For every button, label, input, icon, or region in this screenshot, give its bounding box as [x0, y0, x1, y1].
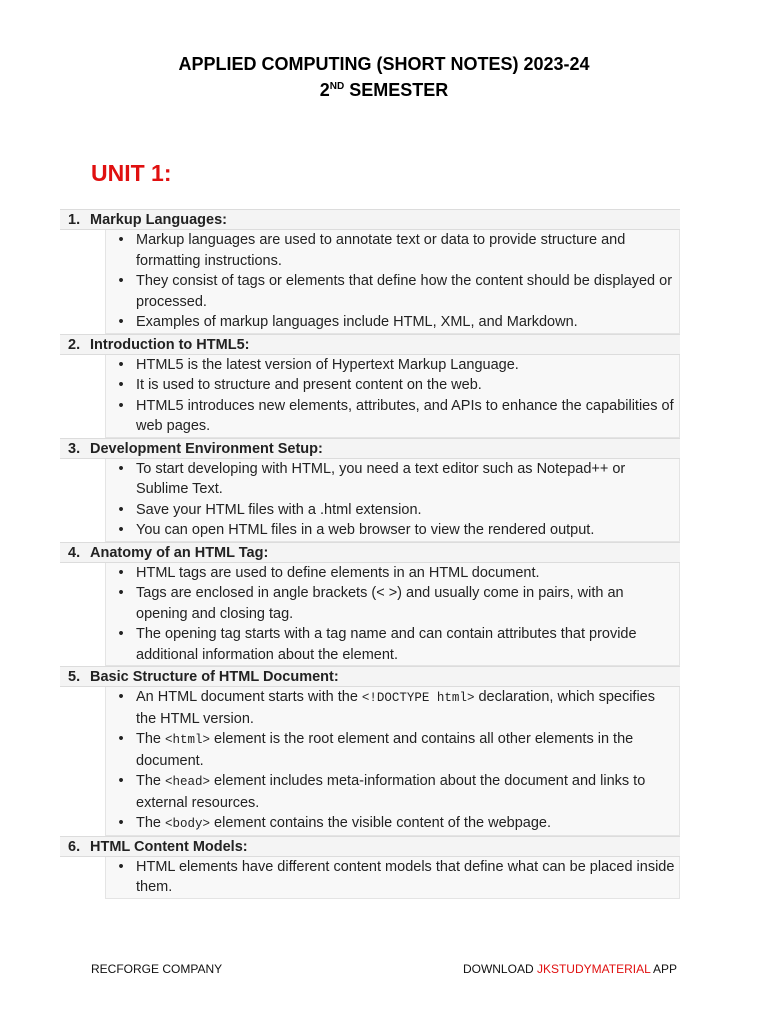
footer-download-suffix: APP	[650, 962, 677, 976]
bullet-text-part: An HTML document starts with the	[136, 689, 362, 705]
bullet-item	[106, 271, 679, 312]
bullet-item	[106, 230, 679, 271]
bullet-item	[106, 500, 679, 521]
bullet-text	[136, 813, 675, 835]
bullet-text	[136, 271, 675, 312]
bullet-text	[136, 857, 675, 898]
bullet-item	[106, 583, 679, 624]
bullet-dot-icon: •	[118, 377, 124, 393]
bullet-text-part: declaration, which specifies the HTML version.	[136, 689, 655, 727]
bullet-text-part: HTML5 is the latest version of Hypertext Markup Language.	[136, 356, 519, 373]
bullet-dot-icon: •	[118, 773, 124, 789]
section-bullets	[105, 230, 680, 334]
bullet-text-part: element contains the visible content of the webpage.	[210, 815, 552, 831]
section-heading	[60, 666, 680, 687]
bullet-text	[136, 687, 675, 729]
footer-download-note	[463, 962, 677, 976]
bullet-dot-icon: •	[118, 232, 124, 248]
notes-list	[60, 209, 680, 899]
semester-heading	[0, 78, 768, 102]
bullet-text	[136, 375, 675, 396]
bullet-item	[106, 459, 679, 500]
bullet-text-part: The	[136, 731, 166, 747]
bullet-text-part: The	[136, 773, 166, 789]
bullet-dot-icon: •	[118, 564, 124, 581]
bullet-text-part: element includes meta-information about the document and links to external resources.	[136, 773, 646, 811]
bullet-item	[106, 563, 679, 584]
semester-superscript: ND	[329, 81, 345, 92]
bullet-dot-icon: •	[118, 501, 124, 518]
bullet-text-part: The opening tag starts with a tag name and can contain attributes that provide additional information about the element.	[136, 626, 637, 663]
bullet-text-part: They consist of tags or elements that define how the content should be displayed or processed.	[136, 273, 673, 310]
section-title: Basic Structure of HTML Document:	[90, 669, 339, 685]
footer-download-prefix: DOWNLOAD	[462, 962, 537, 976]
code-snippet: <html>	[165, 733, 211, 747]
section-title: HTML Content Models:	[90, 838, 248, 855]
bullet-item	[106, 687, 679, 729]
bullet-text-part: Save your HTML files with a .html extension.	[136, 501, 422, 518]
bullet-item	[106, 771, 679, 813]
bullet-text-part: HTML tags are used to define elements in an HTML document.	[136, 564, 540, 581]
section-title: Anatomy of an HTML Tag:	[90, 544, 269, 561]
bullet-text-part: You can open HTML files in a web browser to view the rendered output.	[136, 522, 595, 538]
bullet-dot-icon: •	[118, 815, 124, 831]
bullet-text	[136, 396, 675, 437]
bullet-dot-icon: •	[118, 858, 124, 875]
code-snippet: <body>	[165, 817, 211, 831]
bullet-item	[106, 729, 679, 771]
unit-heading: UNIT 1:	[91, 160, 172, 186]
bullet-text-part: It is used to structure and present content on the web.	[136, 377, 482, 393]
semester-word: SEMESTER	[344, 80, 449, 100]
bullet-text	[136, 583, 675, 624]
section-number: 2.	[68, 336, 81, 353]
bullet-item	[106, 355, 679, 376]
section-title: Development Environment Setup:	[90, 440, 323, 457]
bullet-text-part: Tags are enclosed in angle brackets (< >) and usually come in pairs, with an opening and closing tag.	[136, 585, 624, 622]
section-number: 6.	[68, 838, 81, 855]
section-heading	[60, 836, 680, 857]
bullet-text	[136, 500, 675, 521]
bullet-dot-icon: •	[118, 314, 124, 330]
bullet-dot-icon: •	[118, 356, 124, 373]
bullet-dot-icon: •	[118, 731, 124, 747]
section-bullets	[105, 459, 680, 542]
bullet-item	[106, 520, 679, 541]
section-bullets	[105, 563, 680, 667]
section-heading	[60, 542, 680, 563]
bullet-text	[136, 771, 675, 813]
section-number: 1.	[68, 212, 81, 228]
bullet-dot-icon: •	[118, 689, 124, 705]
bullet-text-part: To start developing with HTML, you need a text editor such as Notepad++ or Sublime Text.	[136, 460, 626, 497]
bullet-text	[136, 729, 675, 771]
bullet-text	[136, 624, 675, 665]
section-title: Introduction to HTML5:	[90, 336, 250, 353]
bullet-text	[136, 312, 675, 333]
code-snippet: <!DOCTYPE html>	[361, 691, 475, 705]
section-number: 5.	[68, 669, 81, 685]
bullet-item	[106, 624, 679, 665]
section-number: 3.	[68, 440, 81, 457]
bullet-text	[136, 355, 675, 376]
bullet-dot-icon: •	[118, 460, 124, 477]
document-title: APPLIED COMPUTING (SHORT NOTES) 2023-24	[178, 54, 590, 74]
bullet-text	[136, 520, 675, 541]
bullet-text-part: element is the root element and contains all other elements in the document.	[136, 731, 634, 769]
bullet-item	[106, 813, 679, 835]
semester-number: 2	[319, 80, 330, 100]
bullet-dot-icon: •	[118, 626, 124, 642]
bullet-text	[136, 563, 675, 584]
bullet-item	[106, 857, 679, 898]
bullet-dot-icon: •	[118, 522, 124, 538]
bullet-text-part: The	[136, 815, 166, 831]
section-heading	[60, 438, 680, 459]
bullet-text-part: HTML5 introduces new elements, attributes, and APIs to enhance the capabilities of web pages.	[136, 397, 674, 434]
bullet-dot-icon: •	[118, 273, 124, 289]
bullet-text	[136, 459, 675, 500]
section-heading	[60, 334, 680, 355]
bullet-dot-icon: •	[118, 585, 124, 601]
footer-company: RECFORGE COMPANY	[91, 962, 223, 976]
section-bullets	[105, 355, 680, 438]
section-title: Markup Languages:	[90, 212, 227, 228]
bullet-dot-icon: •	[118, 397, 124, 414]
section-heading	[60, 209, 680, 230]
section-number: 4.	[68, 544, 81, 561]
bullet-item	[106, 396, 679, 437]
section-bullets	[105, 687, 680, 836]
bullet-item	[106, 312, 679, 333]
bullet-text-part: Examples of markup languages include HTML, XML, and Markdown.	[136, 314, 578, 330]
footer-app-name: JKSTUDYMATERIAL	[536, 962, 651, 976]
code-snippet: <head>	[165, 775, 211, 789]
bullet-item	[106, 375, 679, 396]
bullet-text-part: HTML elements have different content models that define what can be placed inside them.	[136, 858, 675, 895]
bullet-text-part: Markup languages are used to annotate text or data to provide structure and formatting instructions.	[136, 232, 626, 269]
section-bullets	[105, 857, 680, 899]
bullet-text	[136, 230, 675, 271]
